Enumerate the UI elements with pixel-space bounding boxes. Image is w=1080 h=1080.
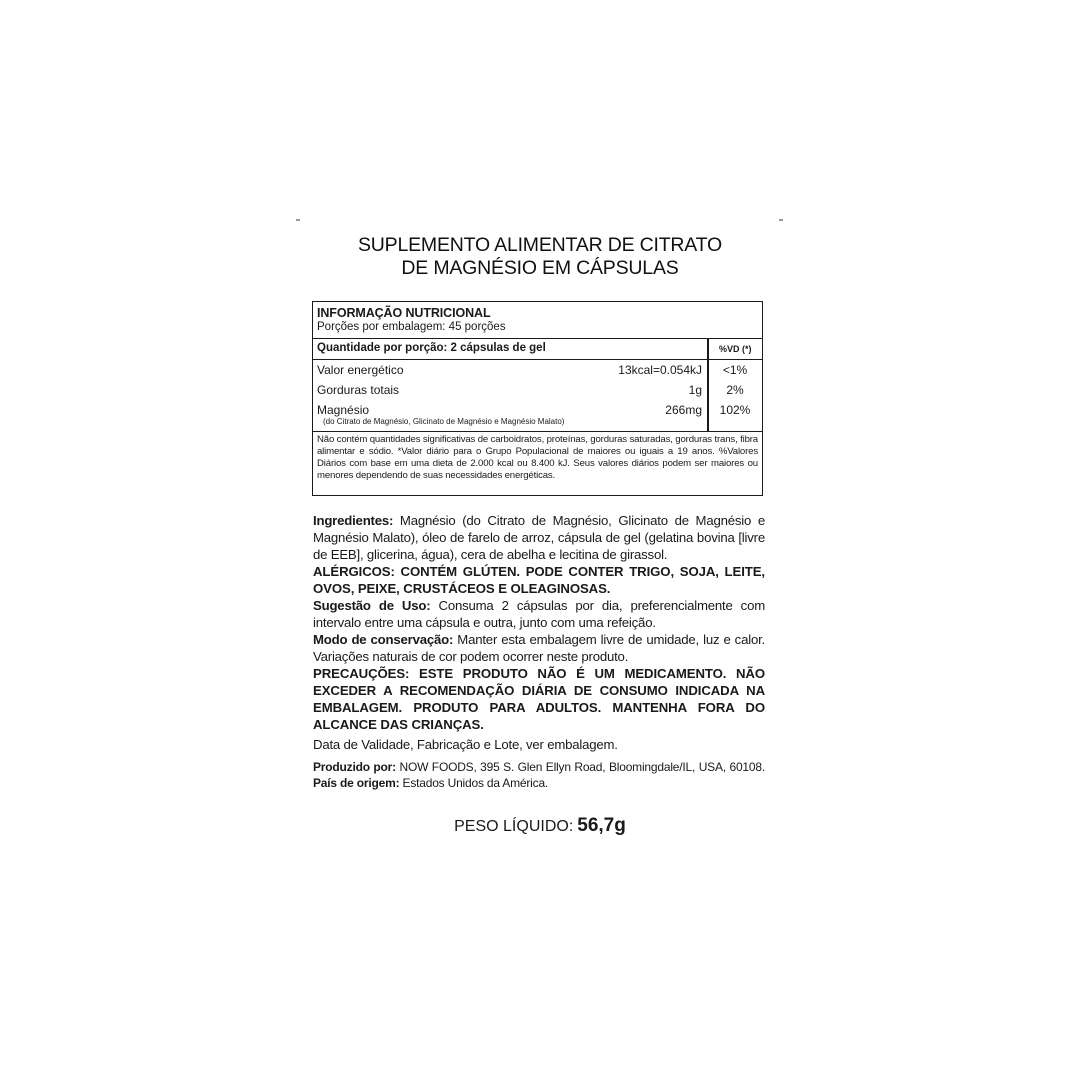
portion-size: Quantidade por porção: 2 cápsulas de gel [317, 342, 546, 354]
nutrient-label: Gorduras totais [317, 383, 400, 397]
net-weight-value: 56,7g [577, 815, 626, 836]
nutrient-amount: 266mg [665, 403, 702, 417]
ingredients-label: Ingredientes: [313, 513, 394, 528]
nutrient-daily-value: 102% [719, 403, 751, 417]
producer-label: Produzido por: [313, 760, 396, 774]
ingredients-text: Magnésio (do Citrato de Magnésio, Glicinato de Magnésio e Magnésio Malato), óleo de farelo de arroz, cápsula de gel (gelatina bovina [livre de EEB], glicerina, água), cera de abelha e lecitina de girassol. [313, 513, 765, 562]
nutrient-amount: 13kcal=0.054kJ [618, 363, 702, 377]
nutrient-row-energy [313, 360, 762, 380]
allergens-warning: ALÉRGICOS: CONTÉM GLÚTEN. PODE CONTER TRIGO, SOJA, LEITE, OVOS, PEIXE, CRUSTÁCEOS E OLEAGINOSAS. [313, 564, 765, 596]
nutrient-daily-value: 2% [726, 383, 744, 397]
nutrient-label: Magnésio [317, 403, 370, 417]
net-weight-label: PESO LÍQUIDO: [454, 818, 574, 835]
servings-per-package: Porções por embalagem: 45 porções [317, 321, 506, 333]
nutrition-footnote: Não contém quantidades significativas de carboidratos, proteínas, gorduras saturadas, gorduras trans, fibra alimentar e sódio. *Valor diário para o Grupo Populacional de maiores ou iguais a 19 anos. %Valores Diários com base em uma dieta de 2.000 kcal ou 8.400 kJ. Seus valores diários podem ser maiores ou menores dependendo de suas necessidades energéticas. [317, 434, 758, 481]
nutrient-amount: 1g [688, 383, 702, 397]
nutrition-header [313, 302, 762, 339]
daily-value-header: %VD (*) [719, 344, 752, 354]
nutrient-label: Valor energético [317, 363, 404, 377]
nutrition-heading: INFORMAÇÃO NUTRICIONAL [317, 306, 491, 320]
ingredients-paragraph [313, 512, 765, 563]
storage-paragraph [313, 631, 765, 665]
product-title-line-2: DE MAGNÉSIO EM CÁPSULAS [401, 257, 679, 279]
nutrient-daily-value: <1% [722, 363, 748, 377]
net-weight [300, 815, 780, 837]
label-body-text [313, 512, 765, 791]
nutrient-row-magnesium [313, 400, 762, 426]
storage-label: Modo de conservação: [313, 632, 454, 647]
nutrient-rows [313, 360, 762, 432]
nutrition-facts-table [312, 301, 763, 496]
product-title-line-1: SUPLEMENTO ALIMENTAR DE CITRATO [357, 234, 722, 256]
producer-paragraph [313, 759, 765, 791]
nutrient-row-fat [313, 380, 762, 400]
usage-text: Consuma 2 cápsulas por dia, preferencialmente com intervalo entre uma cápsula e outra, junto com uma refeição. [313, 598, 765, 630]
precautions-warning: PRECAUÇÕES: ESTE PRODUTO NÃO É UM MEDICAMENTO. NÃO EXCEDER A RECOMENDAÇÃO DIÁRIA DE CONSUMO INDICADA NA EMBALAGEM. PRODUTO PARA ADULTOS. MANTENHA FORA DO ALCANCE DAS CRIANÇAS. [313, 666, 765, 732]
product-title [300, 234, 780, 280]
usage-label: Sugestão de Uso: [313, 598, 431, 613]
crop-mark-right [779, 219, 783, 221]
usage-paragraph [313, 597, 765, 631]
producer-text: NOW FOODS, 395 S. Glen Ellyn Road, Bloomingdale/IL, USA, 60108. [395, 760, 765, 774]
crop-mark-left [296, 219, 300, 221]
origin-text: Estados Unidos da América. [399, 776, 549, 790]
storage-text: Manter esta embalagem livre de umidade, luz e calor. Variações naturais de cor podem ocorrer neste produto. [313, 632, 766, 664]
origin-label: País de origem: [313, 776, 400, 790]
portion-header [313, 339, 762, 360]
nutrient-source-note: (do Citrato de Magnésio, Glicinato de Magnésio e Magnésio Malato) [323, 417, 565, 426]
expiry-note: Data de Validade, Fabricação e Lote, ver embalagem. [313, 737, 618, 752]
